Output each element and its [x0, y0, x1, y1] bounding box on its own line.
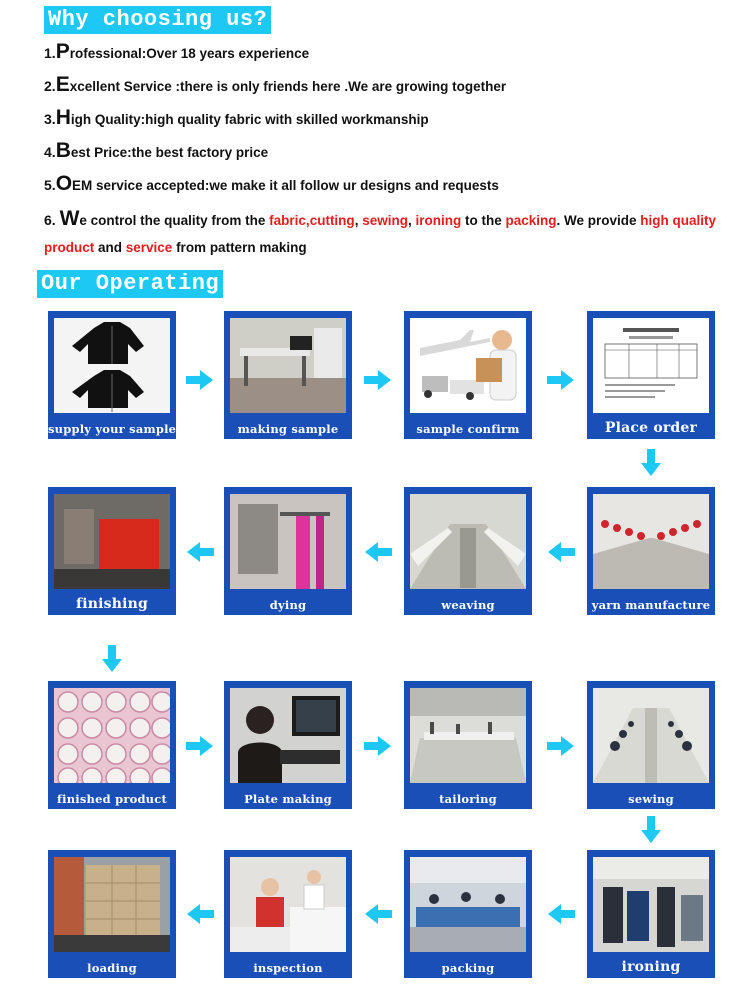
point-3: 3.High Quality:high quality fabric with skilled workmanship	[44, 106, 429, 129]
arrow-left-icon	[364, 903, 392, 925]
point-4: 4.Best Price:the best factory price	[44, 139, 269, 162]
arrow-down-icon	[640, 816, 662, 844]
point-5: 5.OEM service accepted:we make it all follow ur designs and requests	[44, 172, 499, 195]
workshop-image	[230, 318, 346, 413]
delivery-image	[410, 318, 526, 413]
dyeing-image	[230, 494, 346, 589]
weaving-image	[410, 494, 526, 589]
arrow-right-icon	[186, 735, 214, 757]
step-yarn-manufacture	[587, 487, 715, 615]
tailoring-room-image	[410, 688, 526, 783]
step-label: Plate making	[244, 792, 332, 806]
step-label: loading	[87, 961, 137, 975]
our-operating-heading: Our Operating	[37, 270, 223, 298]
arrow-left-icon	[186, 903, 214, 925]
step-label: sewing	[628, 792, 674, 806]
step-supply-sample	[48, 311, 176, 439]
container-loading-image	[54, 857, 170, 952]
step-label: yarn manufacture	[591, 598, 711, 612]
finishing-machine-image	[54, 494, 170, 589]
step-tailoring	[404, 681, 532, 809]
step-packing	[404, 850, 532, 978]
jacket-sample-image	[54, 318, 170, 413]
step-label: packing	[441, 961, 495, 975]
step-weaving	[404, 487, 532, 615]
step-label: finished product	[57, 792, 167, 806]
arrow-down-icon	[640, 449, 662, 477]
arrow-left-icon	[364, 541, 392, 563]
step-label: dying	[269, 598, 307, 612]
step-dying	[224, 487, 352, 615]
step-label: ironing	[621, 959, 681, 975]
point-6: 6. We control the quality from the fabric,cutting, sewing, ironing to the packing. We provide high quality product and service from pattern making	[44, 207, 717, 255]
arrow-left-icon	[547, 541, 575, 563]
arrow-down-icon	[101, 645, 123, 673]
arrow-right-icon	[547, 369, 575, 391]
step-loading	[48, 850, 176, 978]
yarn-image	[593, 494, 709, 589]
step-finishing	[48, 487, 176, 615]
invoice-image	[593, 318, 709, 413]
step-sample-confirm	[404, 311, 532, 439]
packing-image	[410, 857, 526, 952]
step-making-sample	[224, 311, 352, 439]
sewing-floor-image	[593, 688, 709, 783]
arrow-right-icon	[364, 369, 392, 391]
step-label: inspection	[253, 961, 323, 975]
step-label: sample confirm	[416, 422, 520, 436]
ironing-image	[593, 857, 709, 952]
step-inspection	[224, 850, 352, 978]
step-ironing	[587, 850, 715, 978]
arrow-left-icon	[547, 903, 575, 925]
computer-pattern-image	[230, 688, 346, 783]
arrow-right-icon	[364, 735, 392, 757]
point-2: 2.Excellent Service :there is only friends here .We are growing together	[44, 73, 507, 96]
step-label: finishing	[76, 596, 148, 612]
step-label: tailoring	[439, 792, 497, 806]
arrow-left-icon	[186, 541, 214, 563]
step-label: Place order	[604, 420, 698, 436]
arrow-right-icon	[186, 369, 214, 391]
step-label: making sample	[237, 422, 339, 436]
step-place-order	[587, 311, 715, 439]
step-plate-making	[224, 681, 352, 809]
point-1: 1.Professional:Over 18 years experience	[44, 40, 310, 63]
why-choose-heading: Why choosing us?	[44, 6, 271, 34]
step-finished-product	[48, 681, 176, 809]
inspection-image	[230, 857, 346, 952]
step-label: weaving	[441, 598, 495, 612]
step-label: supply your sample	[48, 422, 176, 436]
fabric-rolls-image	[54, 688, 170, 783]
step-sewing	[587, 681, 715, 809]
arrow-right-icon	[547, 735, 575, 757]
